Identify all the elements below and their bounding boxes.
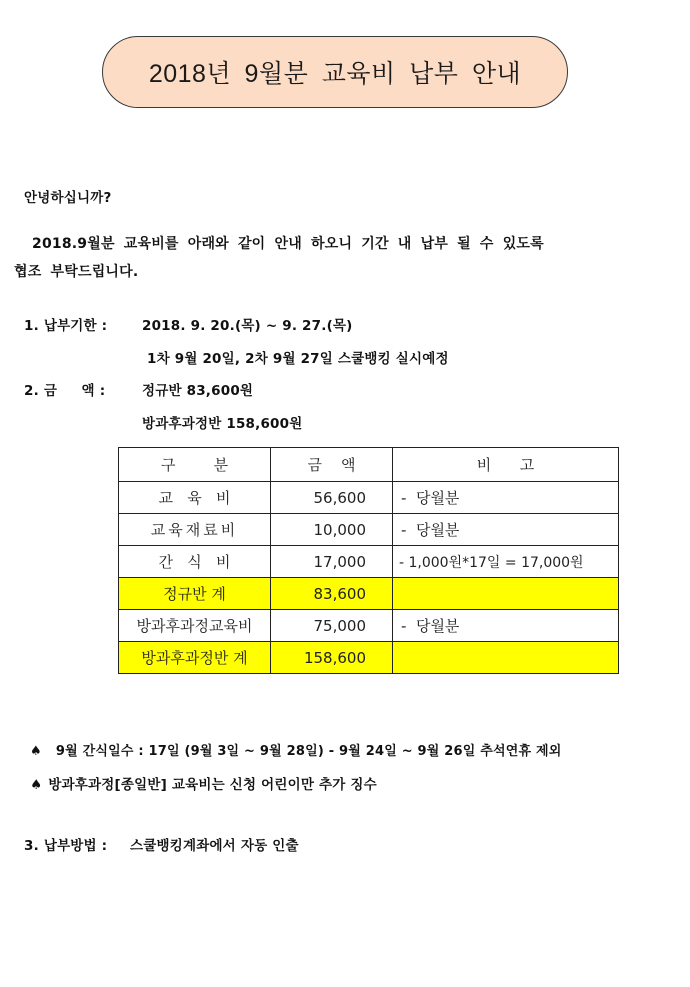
- table-row: [119, 546, 619, 578]
- table-header-row: [119, 448, 619, 482]
- amount-regular: 정규반 83,600원: [142, 383, 254, 399]
- row-note: - 당월분: [393, 482, 619, 514]
- page-title: 2018년 9월분 교육비 납부 안내: [148, 60, 522, 88]
- row-item: 방과후과정반 계: [119, 642, 271, 674]
- deadline-label: 1. 납부기한 :: [24, 318, 108, 334]
- table-row: [119, 514, 619, 546]
- row-note: [393, 578, 619, 610]
- row-note: - 1,000원*17일 = 17,000원: [393, 546, 619, 578]
- row-note: - 당월분: [393, 610, 619, 642]
- intro-line-1: 2018.9월분 교육비를 아래와 같이 안내 하오니 기간 내 납부 될 수 있도록: [32, 236, 544, 252]
- row-amount: 75,000: [271, 610, 393, 642]
- amount-afterschool: 방과후과정반 158,600원: [142, 416, 303, 432]
- table-row: [119, 482, 619, 514]
- greeting: 안녕하십니까?: [24, 190, 112, 206]
- title-banner: [102, 36, 568, 108]
- row-amount: 17,000: [271, 546, 393, 578]
- row-note: [393, 642, 619, 674]
- intro-line-2: 협조 부탁드립니다.: [14, 264, 139, 280]
- row-note: - 당월분: [393, 514, 619, 546]
- amount-label: 2. 금 액 :: [24, 383, 106, 399]
- note-text: 방과후과정[종일반] 교육비는 신청 어린이만 추가 징수: [48, 777, 377, 793]
- header-note: 비 고: [393, 448, 619, 482]
- header-amount: 금 액: [271, 448, 393, 482]
- row-item: 간 식 비: [119, 546, 271, 578]
- note-text: 9월 간식일수 : 17일 (9월 3일 ~ 9월 28일) - 9월 24일 ~ 9월 26일 추석연휴 제외: [55, 744, 562, 759]
- row-amount: 158,600: [271, 642, 393, 674]
- row-item: 방과후과정교육비: [119, 610, 271, 642]
- table-row-subtotal-regular: [119, 578, 619, 610]
- table-row: [119, 610, 619, 642]
- row-amount: 56,600: [271, 482, 393, 514]
- fee-table: [118, 447, 619, 674]
- payment-method-label: 3. 납부방법 :: [24, 838, 108, 854]
- header-category: 구 분: [119, 448, 271, 482]
- deadline-value: 2018. 9. 20.(목) ~ 9. 27.(목): [142, 318, 353, 334]
- row-amount: 83,600: [271, 578, 393, 610]
- table-row-subtotal-afterschool: [119, 642, 619, 674]
- deadline-note: 1차 9월 20일, 2차 9월 27일 스쿨뱅킹 실시예정: [147, 351, 449, 367]
- payment-method-value: 스쿨뱅킹계좌에서 자동 인출: [130, 838, 299, 854]
- spade-icon: ♠: [30, 777, 43, 793]
- row-amount: 10,000: [271, 514, 393, 546]
- row-item: 교육재료비: [119, 514, 271, 546]
- row-item: 정규반 계: [119, 578, 271, 610]
- note-snack-days: [30, 740, 562, 759]
- note-afterschool: [30, 773, 377, 793]
- spade-icon: ♠: [30, 744, 42, 759]
- row-item: 교 육 비: [119, 482, 271, 514]
